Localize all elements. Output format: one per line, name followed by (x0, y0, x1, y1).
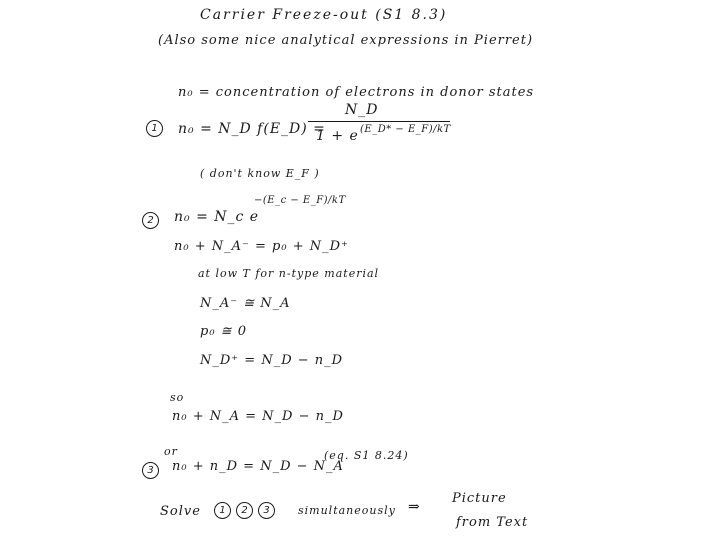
so-equation: n₀ + N_A = N_D − n_D (172, 409, 344, 424)
equation-1-denominator: 1 + e (316, 128, 359, 144)
equation-1-lhs: n₀ = N_D f(E_D) = (178, 121, 326, 137)
equation-number-2: 2 (142, 212, 159, 229)
low-temperature-note: at low T for n-type material (198, 267, 380, 280)
solve-ref-1: 1 (214, 502, 231, 519)
or-label: or (164, 445, 178, 458)
note-dont-know-ef: ( don't know E_F ) (200, 167, 320, 180)
nd-approximation: N_D⁺ = N_D − n_D (200, 353, 344, 368)
equation-2-lhs: n₀ = N_c e (174, 209, 260, 225)
solve-label: Solve (160, 504, 201, 519)
equation-3-reference: (eq. S1 8.24) (324, 449, 409, 462)
equation-1-exponent: (E_D* − E_F)/kT (360, 124, 451, 135)
handwritten-notes-page (120, 0, 600, 540)
solve-ref-3: 3 (258, 502, 275, 519)
na-approximation: N_A⁻ ≅ N_A (200, 296, 291, 311)
implies-arrow-icon: ⇒ (408, 499, 421, 515)
result-line-1: Picture (452, 491, 507, 506)
solve-ref-2: 2 (236, 502, 253, 519)
equation-2-exponent: −(E_c − E_F)/kT (254, 195, 346, 206)
result-line-2: from Text (456, 515, 529, 530)
page-subtitle: (Also some nice analytical expressions in Pierret) (158, 33, 534, 48)
fraction-bar (308, 121, 450, 122)
n0-definition: n₀ = concentration of electrons in donor states (178, 85, 535, 100)
charge-neutrality-equation: n₀ + N_A⁻ = p₀ + N_D⁺ (174, 239, 349, 254)
equation-number-1: 1 (146, 120, 163, 137)
p0-approximation: p₀ ≅ 0 (200, 324, 247, 339)
equation-number-3: 3 (142, 462, 159, 479)
so-label: so (170, 391, 185, 404)
equation-1-numerator: N_D (345, 102, 379, 118)
page-title: Carrier Freeze-out (S1 8.3) (200, 7, 448, 23)
equation-3: n₀ + n_D = N_D − N_A (172, 459, 344, 474)
simultaneously-text: simultaneously (298, 504, 396, 517)
